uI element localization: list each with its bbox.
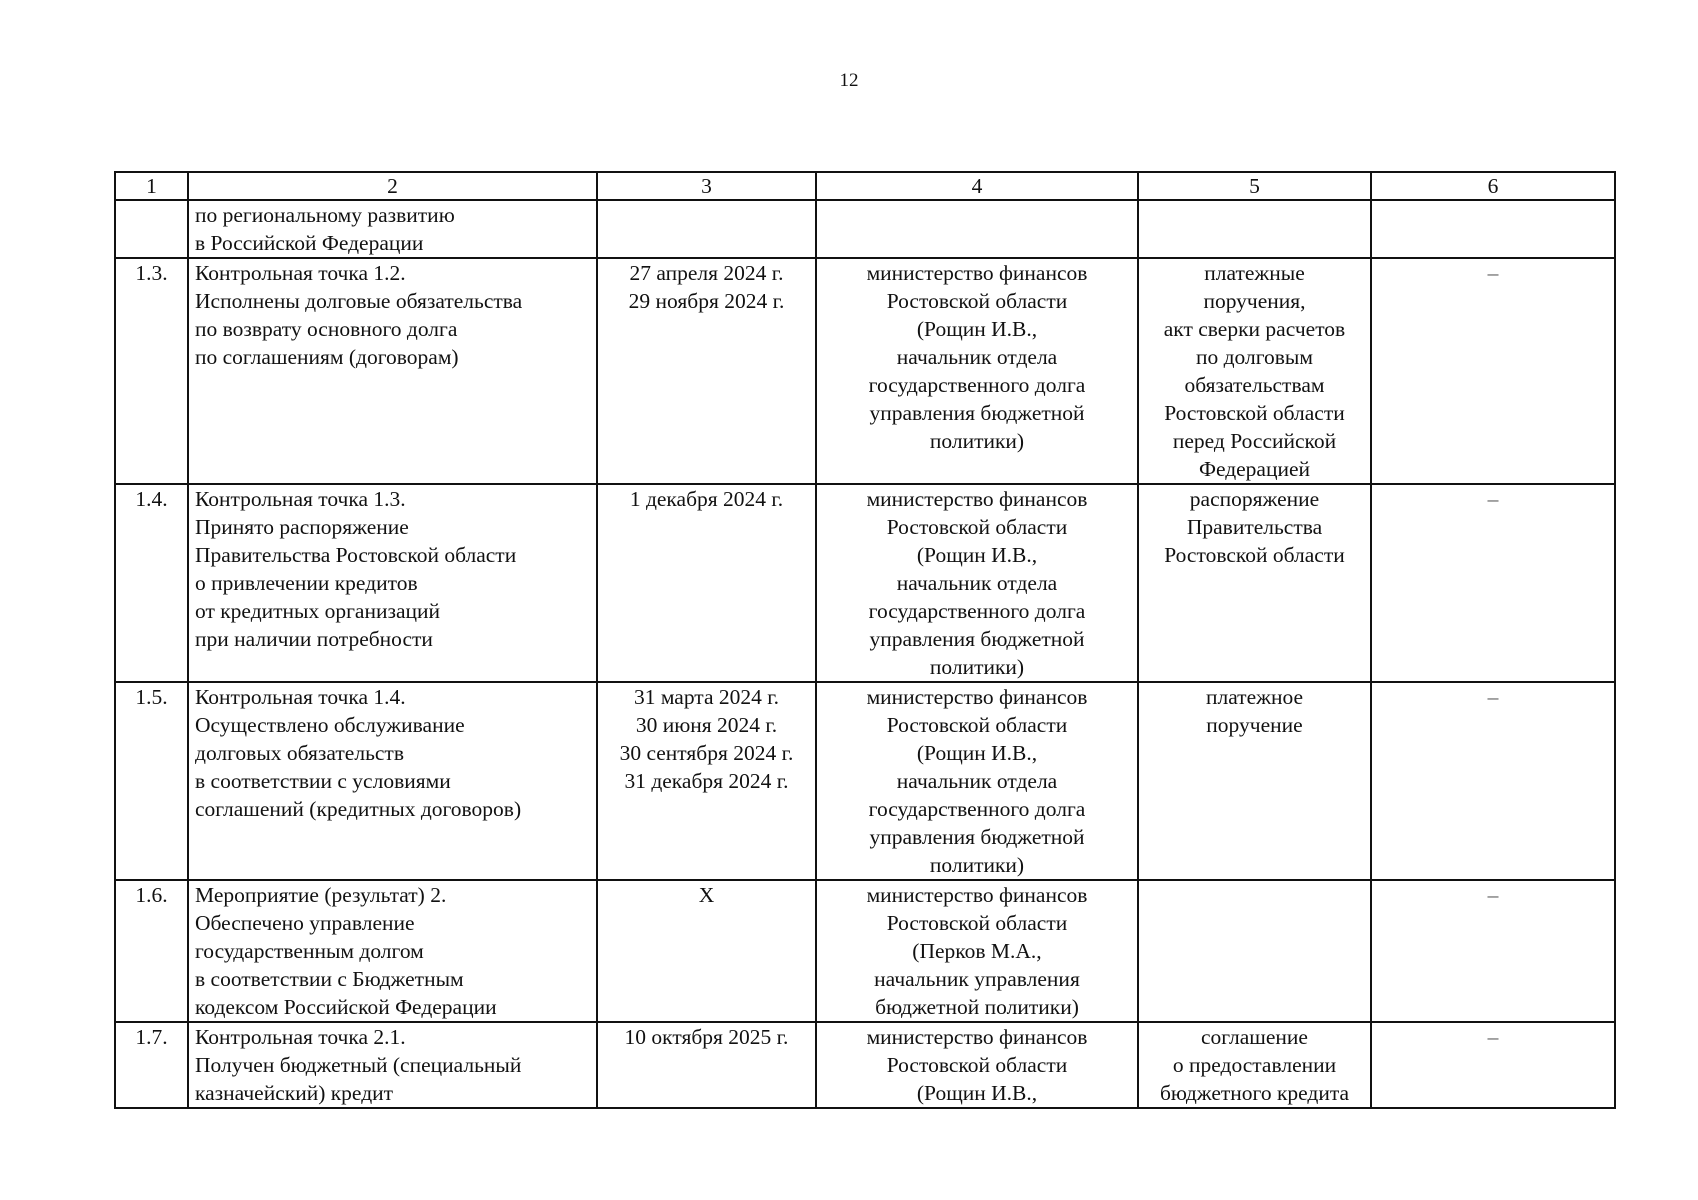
control-points-table xyxy=(114,171,1616,1109)
confirming-document: платежные поручения, акт сверки расчетов по долговым обязательствам Ростовской области перед Российской Федерацией xyxy=(1138,258,1371,484)
event-name: Мероприятие (результат) 2. Обеспечено управление государственным долгом в соответствии с Бюджетным кодексом Российской Федерации xyxy=(188,880,597,1022)
column-header-4: 4 xyxy=(816,172,1138,200)
column-header-2: 2 xyxy=(188,172,597,200)
responsible-executor: министерство финансов Ростовской области (Рощин И.В., начальник отдела государственного долга управления бюджетной политики) xyxy=(816,682,1138,880)
table-row xyxy=(115,200,1615,258)
responsible-executor: министерство финансов Ростовской области (Рощин И.В., xyxy=(816,1022,1138,1108)
info-system: – xyxy=(1371,682,1615,880)
table-row xyxy=(115,682,1615,880)
row-number: 1.5. xyxy=(115,682,188,880)
event-name: Контрольная точка 1.4. Осуществлено обслуживание долговых обязательств в соответствии с условиями соглашений (кредитных договоров) xyxy=(188,682,597,880)
event-name: Контрольная точка 1.2. Исполнены долговые обязательства по возврату основного долга по соглашениям (договорам) xyxy=(188,258,597,484)
confirming-document: соглашение о предоставлении бюджетного кредита xyxy=(1138,1022,1371,1108)
confirming-document xyxy=(1138,880,1371,1022)
responsible-executor xyxy=(816,200,1138,258)
deadline: 31 марта 2024 г. 30 июня 2024 г. 30 сентября 2024 г. 31 декабря 2024 г. xyxy=(597,682,816,880)
info-system: – xyxy=(1371,1022,1615,1108)
event-name: по региональному развитию в Российской Федерации xyxy=(188,200,597,258)
row-number: 1.6. xyxy=(115,880,188,1022)
column-number-row xyxy=(115,172,1615,200)
responsible-executor: министерство финансов Ростовской области (Рощин И.В., начальник отдела государственного долга управления бюджетной политики) xyxy=(816,258,1138,484)
confirming-document xyxy=(1138,200,1371,258)
column-header-3: 3 xyxy=(597,172,816,200)
row-number: 1.4. xyxy=(115,484,188,682)
deadline: 1 декабря 2024 г. xyxy=(597,484,816,682)
event-name: Контрольная точка 1.3. Принято распоряжение Правительства Ростовской области о привлечении кредитов от кредитных организаций при наличии потребности xyxy=(188,484,597,682)
page-number: 12 xyxy=(839,70,859,91)
info-system xyxy=(1371,200,1615,258)
event-name: Контрольная точка 2.1. Получен бюджетный (специальный казначейский) кредит xyxy=(188,1022,597,1108)
table-row xyxy=(115,880,1615,1022)
responsible-executor: министерство финансов Ростовской области (Рощин И.В., начальник отдела государственного долга управления бюджетной политики) xyxy=(816,484,1138,682)
deadline: 27 апреля 2024 г. 29 ноября 2024 г. xyxy=(597,258,816,484)
confirming-document: распоряжение Правительства Ростовской области xyxy=(1138,484,1371,682)
deadline: 10 октября 2025 г. xyxy=(597,1022,816,1108)
info-system: – xyxy=(1371,484,1615,682)
row-number: 1.3. xyxy=(115,258,188,484)
row-number xyxy=(115,200,188,258)
column-header-1: 1 xyxy=(115,172,188,200)
responsible-executor: министерство финансов Ростовской области (Перков М.А., начальник управления бюджетной политики) xyxy=(816,880,1138,1022)
column-header-6: 6 xyxy=(1371,172,1615,200)
info-system: – xyxy=(1371,258,1615,484)
confirming-document: платежное поручение xyxy=(1138,682,1371,880)
info-system: – xyxy=(1371,880,1615,1022)
table-row xyxy=(115,258,1615,484)
table-row xyxy=(115,1022,1615,1108)
deadline xyxy=(597,200,816,258)
column-header-5: 5 xyxy=(1138,172,1371,200)
row-number: 1.7. xyxy=(115,1022,188,1108)
deadline: X xyxy=(597,880,816,1022)
table-row xyxy=(115,484,1615,682)
